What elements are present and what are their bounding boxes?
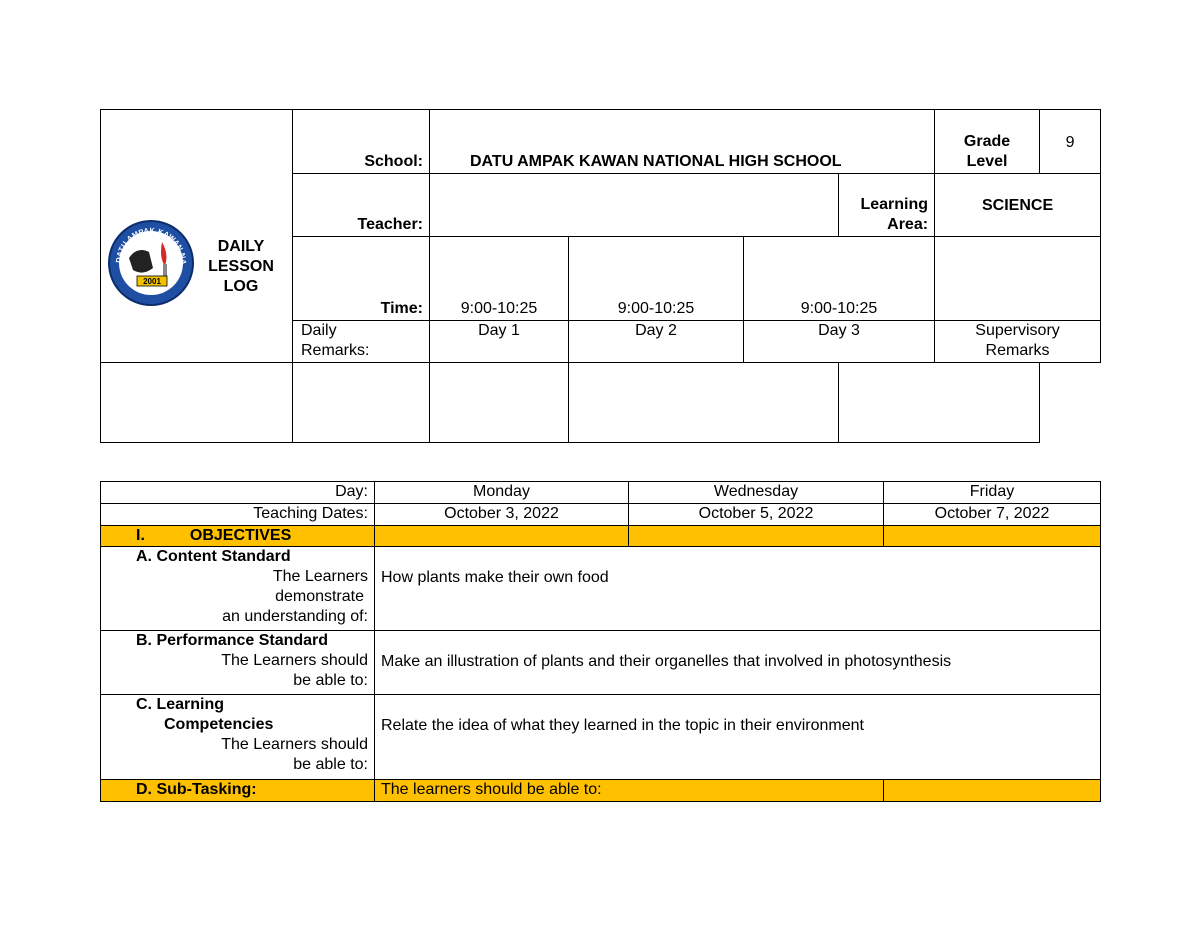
time-day-1: 9:00-10:25 <box>430 237 569 321</box>
content-standard-cell <box>101 547 375 631</box>
daily-lesson-log-title <box>201 237 281 297</box>
seal-ring-text: DATU AMPAK KAWAN NA <box>113 225 189 265</box>
grade-label-line: Grade <box>963 133 1011 150</box>
time-day-3: 9:00-10:25 <box>744 237 935 321</box>
sub-tasking-value: The learners should be able to: <box>375 780 884 802</box>
daily-remarks-line: Remarks: <box>301 342 370 359</box>
performance-standard-value: Make an illustration of plants and their organelles that involved in photosynthesis <box>375 631 1101 695</box>
teacher-label: Teacher: <box>293 174 430 237</box>
date-1: October 3, 2022 <box>375 504 629 526</box>
day-2-header: Day 2 <box>569 321 744 363</box>
sub-tasking-label: D. Sub-Tasking: <box>101 780 375 802</box>
sub-tasking-empty <box>884 780 1101 802</box>
objectives-label: OBJECTIVES <box>189 527 292 544</box>
competencies-value: Relate the idea of what they learned in the topic in their environment <box>375 695 1101 780</box>
school-seal-icon <box>107 218 195 308</box>
competencies-title: Competencies <box>164 716 274 733</box>
day-monday: Monday <box>375 482 629 504</box>
day-label: Day: <box>101 482 375 504</box>
content-standard-sub: The Learners <box>272 568 368 585</box>
day-friday: Friday <box>884 482 1101 504</box>
performance-standard-sub: The Learners should <box>221 652 368 669</box>
day-1-header: Day 1 <box>430 321 569 363</box>
content-standard-sub: an understanding of: <box>222 608 368 625</box>
performance-standard-sub: be able to: <box>293 672 368 689</box>
daily-remarks-label <box>293 321 430 363</box>
content-standard-value: How plants make their own food <box>375 547 1101 631</box>
content-standard-sub: demonstrate <box>275 588 364 605</box>
remarks-supervisory <box>839 363 1040 443</box>
objectives-heading <box>101 526 375 547</box>
learning-area-line: Area: <box>887 216 929 233</box>
seal-year: 2001 <box>143 277 161 286</box>
day-wednesday: Wednesday <box>629 482 884 504</box>
remarks-day-3 <box>569 363 839 443</box>
competencies-sub: be able to: <box>293 756 368 773</box>
grade-value: 9 <box>1040 110 1101 174</box>
grade-level-label <box>935 110 1040 174</box>
remarks-empty <box>101 363 293 443</box>
supervisory-line: Remarks <box>985 342 1050 359</box>
date-2: October 5, 2022 <box>629 504 884 526</box>
time-empty <box>935 237 1101 321</box>
school-value: DATU AMPAK KAWAN NATIONAL HIGH SCHOOL <box>430 110 935 174</box>
objectives-empty-2 <box>629 526 884 547</box>
objectives-number: I. <box>136 527 145 544</box>
performance-standard-cell <box>101 631 375 695</box>
performance-standard-title: B. Performance Standard <box>136 632 329 649</box>
time-day-2: 9:00-10:25 <box>569 237 744 321</box>
learning-area-line: Learning <box>860 196 929 213</box>
log-title-line: LESSON <box>208 258 274 275</box>
competencies-cell <box>101 695 375 780</box>
school-label: School: <box>293 110 430 174</box>
supervisory-remarks-header <box>935 321 1101 363</box>
time-label: Time: <box>293 237 430 321</box>
competencies-sub: The Learners should <box>221 736 368 753</box>
date-3: October 7, 2022 <box>884 504 1101 526</box>
lesson-plan-table <box>100 481 1101 802</box>
remarks-day-1 <box>293 363 430 443</box>
content-standard-title: A. Content Standard <box>136 548 291 565</box>
header-table <box>100 109 1101 443</box>
log-title-line: LOG <box>223 278 259 295</box>
remarks-day-2 <box>430 363 569 443</box>
log-title-line: DAILY <box>217 238 265 255</box>
objectives-empty-3 <box>884 526 1101 547</box>
grade-label-line: Level <box>966 153 1008 170</box>
competencies-title: C. Learning <box>136 696 225 713</box>
teaching-dates-label: Teaching Dates: <box>101 504 375 526</box>
objectives-empty-1 <box>375 526 629 547</box>
supervisory-line: Supervisory <box>975 322 1060 339</box>
teacher-value <box>430 174 839 237</box>
learning-area-label <box>839 174 935 237</box>
logo-cell <box>101 110 293 363</box>
daily-remarks-line: Daily <box>301 322 337 339</box>
learning-area-value: SCIENCE <box>935 174 1101 237</box>
day-3-header: Day 3 <box>744 321 935 363</box>
